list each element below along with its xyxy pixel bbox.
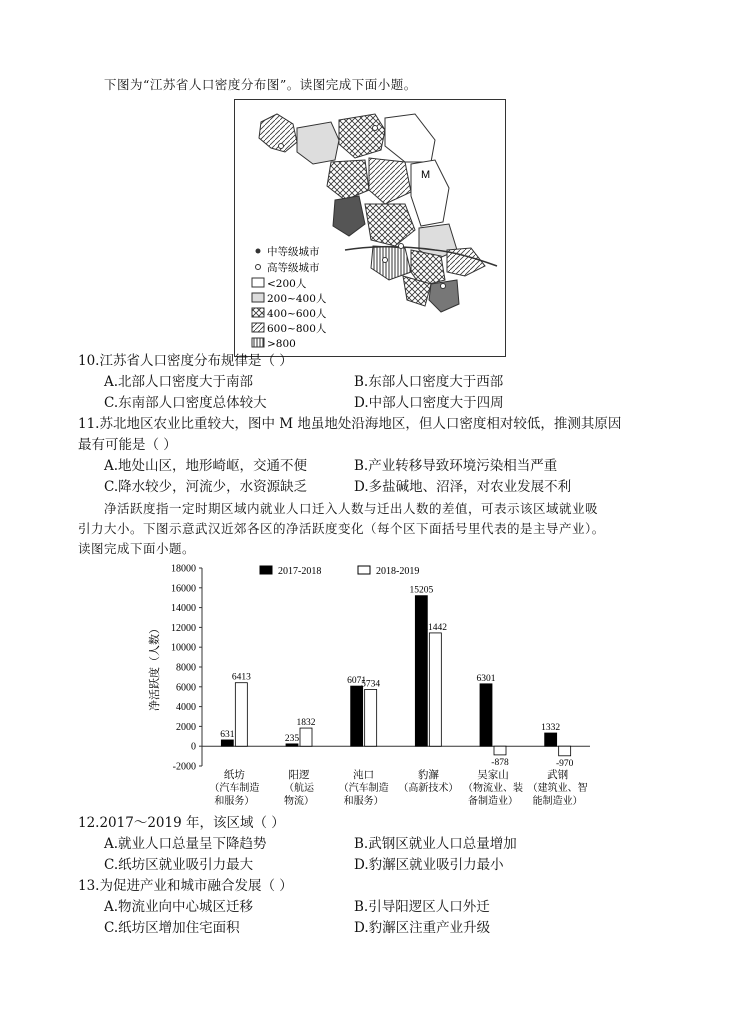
- y-tick-label: 8000: [176, 662, 196, 674]
- category-industry-label: 和服务）: [343, 796, 384, 807]
- bar-2018-2019-阳逻: [300, 728, 312, 746]
- data-label: 6413: [231, 672, 251, 683]
- legend-400-600: 400~600人: [267, 308, 327, 320]
- legend-200-400: 200~400人: [267, 293, 327, 305]
- intro2-line1: 净活跃度指一定时期区域内就业人口迁入人数与迁出人数的差值，可表示该区域就业吸: [104, 501, 599, 516]
- category-industry-label: （航运: [284, 783, 314, 794]
- y-tick-label: 16000: [171, 583, 196, 595]
- y-tick-label: -2000: [172, 761, 196, 773]
- data-label: 1332: [541, 723, 561, 734]
- q11-option-a: A.地处山区，地形崎岖，交通不便: [104, 458, 308, 474]
- y-tick-label: 10000: [171, 642, 196, 654]
- q13-option-d: D.豹澥区注重产业升级: [354, 920, 491, 936]
- y-tick-label: 6000: [176, 682, 196, 694]
- bar-2017-2018-武钢: [545, 733, 557, 746]
- q10-stem: 10.江苏省人口密度分布规律是（ ）: [78, 353, 293, 369]
- category-industry-label: （高新技术）: [398, 783, 459, 794]
- q10-option-c: C.东南部人口密度总体较大: [104, 395, 267, 411]
- data-label: -878: [491, 757, 509, 768]
- q12-option-b: B.武钢区就业人口总量增加: [354, 836, 517, 852]
- legend-label-2018-2019: 2018-2019: [376, 566, 420, 577]
- category-industry-label: （汽车制造: [209, 783, 260, 794]
- bar-2018-2019-沌口: [365, 689, 377, 746]
- bar-2017-2018-吴家山: [480, 684, 492, 746]
- q11-option-c: C.降水较少，河流少，水资源缺乏: [104, 479, 308, 495]
- category-label: 阳逻: [288, 769, 310, 781]
- legend-label-2017-2018: 2017-2018: [278, 566, 322, 577]
- y-tick-label: 18000: [171, 563, 196, 575]
- bar-2017-2018-豹澥: [415, 596, 427, 747]
- data-label: -970: [555, 758, 574, 769]
- q12-option-a: A.就业人口总量呈下降趋势: [104, 836, 267, 852]
- category-industry-label: （建筑业、智: [527, 783, 588, 794]
- q12-stem: 12.2017～2019 年，该区域（ ）: [78, 815, 285, 831]
- legend-swatch-2018-2019: [358, 566, 370, 574]
- data-label: 631: [220, 729, 235, 740]
- bar-2017-2018-阳逻: [286, 744, 298, 746]
- legend-lt200: <200人: [267, 278, 307, 290]
- q11-stem-line2: 最有可能是（ ）: [78, 437, 177, 453]
- bar-2018-2019-豹澥: [429, 633, 441, 746]
- y-tick-label: 14000: [171, 603, 196, 615]
- q10-option-b: B.东部人口密度大于西部: [354, 374, 504, 390]
- q11-stem-line1: 11.苏北地区农业比重较大，图中 M 地虽地处沿海地区，但人口密度相对较低，推测其原因: [78, 416, 622, 432]
- medium-city-symbol: [256, 249, 261, 254]
- q13-option-c: C.纸坊区增加住宅面积: [104, 920, 240, 936]
- category-label: 纸坊: [223, 769, 245, 781]
- high-city-symbol: [256, 265, 261, 270]
- y-tick-label: 2000: [176, 721, 196, 733]
- legend-medium-city: 中等级城市: [267, 246, 320, 258]
- data-label: 6071: [347, 676, 367, 687]
- intro-text: 下图为“江苏省人口密度分布图”。读图完成下面小题。: [104, 77, 417, 92]
- bar-2018-2019-纸坊: [235, 683, 247, 746]
- category-industry-label: 物流）: [284, 796, 314, 807]
- map-graphic: [235, 100, 505, 356]
- q13-option-b: B.引导阳逻区人口外迁: [354, 899, 490, 915]
- category-industry-label: 和服务）: [214, 796, 255, 807]
- data-label: 1832: [296, 718, 316, 729]
- intro2-line2: 引力大小。下图示意武汉近郊各区的净活跃度变化（每个区下面括号里代表的是主导产业）。: [78, 521, 605, 536]
- y-tick-label: 12000: [171, 622, 196, 634]
- data-label: 235: [284, 733, 300, 744]
- y-tick-label: 0: [191, 741, 196, 753]
- intro2-line3: 读图完成下面小题。: [78, 541, 196, 556]
- net-activity-bar-chart: [140, 560, 610, 810]
- q13-stem: 13.为促进产业和城市融合发展（ ）: [78, 878, 293, 894]
- q11-option-d: D.多盐碱地、沼泽，对农业发展不利: [354, 479, 572, 495]
- legend-gt800: >800: [267, 338, 296, 350]
- category-industry-label: （汽车制造: [338, 783, 389, 794]
- y-axis-label: 净活跃度（人数）: [148, 623, 161, 711]
- q10-option-d: D.中部人口密度大于四周: [354, 395, 504, 411]
- data-label: 6301: [476, 673, 496, 684]
- y-tick-label: 4000: [176, 702, 196, 714]
- q10-option-a: A.北部人口密度大于南部: [104, 374, 254, 390]
- bar-2018-2019-武钢: [559, 746, 571, 756]
- bar-2017-2018-纸坊: [221, 740, 233, 746]
- legend-600-800: 600~800人: [267, 323, 327, 335]
- jiangsu-population-density-map: [234, 99, 506, 357]
- category-label: 吴家山: [477, 769, 509, 781]
- q12-option-c: C.纸坊区就业吸引力最大: [104, 857, 254, 873]
- legend-high-city: 高等级城市: [267, 262, 320, 274]
- data-label: 15205: [409, 585, 434, 596]
- q13-option-a: A.物流业向中心城区迁移: [104, 899, 254, 915]
- data-label: 11442: [423, 622, 448, 633]
- category-label: 豹澥: [417, 769, 439, 781]
- q11-option-b: B.产业转移导致环境污染相当严重: [354, 458, 558, 474]
- category-label: 武钢: [547, 769, 569, 781]
- category-industry-label: 能制造业）: [532, 796, 583, 807]
- legend-swatch-2017-2018: [260, 566, 272, 574]
- data-label: 5734: [361, 679, 381, 690]
- category-label: 沌口: [353, 769, 375, 781]
- q12-option-d: D.豹澥区就业吸引力最小: [354, 857, 504, 873]
- map-label-m: M: [421, 169, 431, 181]
- bar-2018-2019-吴家山: [494, 746, 506, 755]
- bar-2017-2018-沌口: [351, 686, 363, 746]
- category-industry-label: （物流业、装: [463, 783, 523, 794]
- category-industry-label: 备制造业）: [468, 796, 518, 807]
